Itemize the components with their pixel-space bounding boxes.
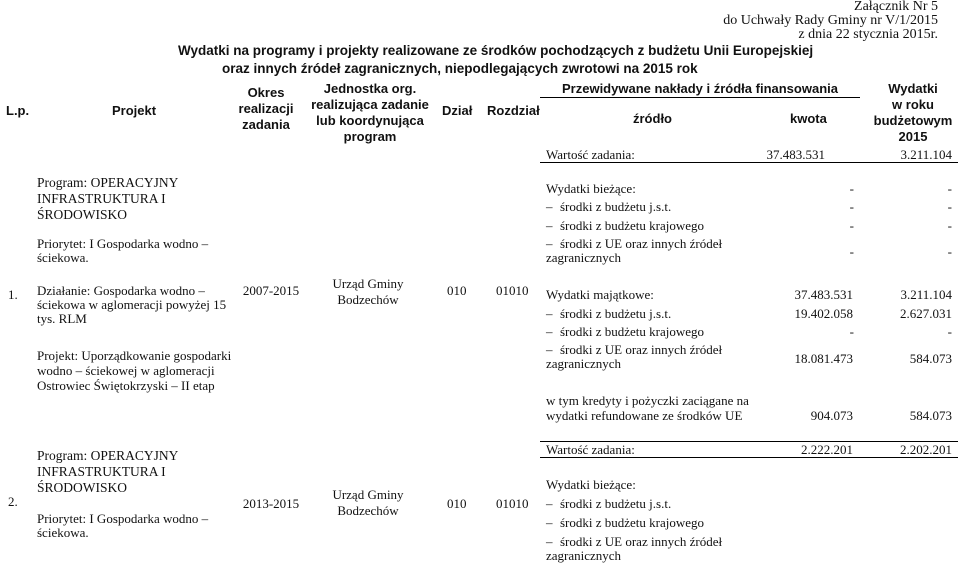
row-divider-wartosc-2 — [540, 457, 958, 458]
row1-biezace-jst: – środki z budżetu j.s.t. — [546, 199, 672, 214]
row1-biezace-krajowy-wydatki: - — [947, 218, 952, 233]
row1-majatkowe-ue-kwota: 18.081.473 — [794, 351, 853, 366]
row1-majatkowe-ue: – środki z UE oraz innych źródeł zagranicznych — [546, 342, 723, 371]
page-title-line2: oraz innych źródeł zagranicznych, niepodlegających zwrotowi na 2015 rok — [222, 61, 698, 76]
header-wydatki-1: Wydatki — [888, 81, 938, 96]
header-lp: L.p. — [6, 103, 30, 118]
row2-rozdzial: 01010 — [496, 496, 529, 511]
row1-dzial: 010 — [447, 283, 467, 298]
row1-majatkowe-jst: – środki z budżetu j.s.t. — [546, 306, 672, 321]
row1-program-line2: INFRASTRUKTURA I — [37, 191, 166, 206]
row1-majatkowe-krajowy-wydatki: - — [947, 324, 952, 339]
annex-resolution: do Uchwały Rady Gminy nr V/1/2015 — [723, 13, 938, 28]
row-divider-wartosc — [540, 162, 958, 163]
row1-projekt: Projekt: Uporządkowanie gospodarki wodno – ściekowej w aglomeracji Ostrowiec Świętokrzyski – II etap — [37, 348, 232, 393]
header-okres-3: zadania — [242, 117, 290, 132]
row1-program-line1: Program: OPERACYJNY — [37, 175, 179, 190]
header-jednostka-3: lub koordynująca — [316, 113, 424, 128]
row2-okres: 2013-2015 — [242, 496, 300, 511]
row1-biezace-krajowy: – środki z budżetu krajowego — [546, 218, 705, 233]
row1-majatkowe-jst-wydatki: 2.627.031 — [900, 306, 952, 321]
row1-okres: 2007-2015 — [242, 283, 300, 298]
row1-jednostka-2: Bodzechów — [337, 292, 399, 307]
row1-biezace-kwota: - — [849, 181, 854, 196]
header-przewidywane: Przewidywane nakłady i źródła finansowania — [562, 81, 838, 96]
row2-program-line2: INFRASTRUKTURA I — [37, 464, 166, 479]
row2-jednostka-2: Bodzechów — [337, 503, 399, 518]
annex-date: z dnia 22 stycznia 2015r. — [798, 27, 938, 42]
row1-biezace-ue: – środki z UE oraz innych źródeł zagranicznych — [546, 236, 723, 265]
row2-program-line1: Program: OPERACYJNY — [37, 448, 179, 463]
header-wydatki-3: budżetowym — [873, 113, 953, 128]
row1-biezace-ue-kwota: - — [849, 244, 854, 259]
row1-rozdzial: 01010 — [496, 283, 529, 298]
row1-wartosc-label: Wartość zadania: — [546, 147, 635, 162]
row1-dzialanie: Działanie: Gospodarka wodno – ściekowa w aglomeracji powyżej 15 tys. RLM — [37, 283, 227, 326]
header-dzial: Dział — [442, 103, 473, 118]
row2-wartosc-kwota: 2.222.201 — [801, 442, 853, 457]
row1-majatkowe-krajowy: – środki z budżetu krajowego — [546, 324, 705, 339]
page-title-line1: Wydatki na programy i projekty realizowane ze środków pochodzących z budżetu Unii Europejskiej — [178, 43, 814, 58]
row2-biezace-krajowy: – środki z budżetu krajowego — [546, 515, 705, 530]
row1-majatkowe-krajowy-kwota: - — [849, 324, 854, 339]
annex-number: Załącznik Nr 5 — [854, 0, 938, 14]
row1-biezace-ue-wydatki: - — [947, 244, 952, 259]
header-wydatki-4: 2015 — [898, 129, 928, 144]
header-jednostka-2: realizująca zadanie — [311, 97, 429, 112]
header-wydatki-2: w roku — [892, 97, 934, 112]
row1-biezace-jst-wydatki: - — [947, 199, 952, 214]
header-jednostka-4: program — [343, 129, 397, 144]
row1-majatkowe-wydatki: 3.211.104 — [900, 287, 952, 302]
row2-jednostka-1: Urząd Gminy — [332, 487, 404, 502]
row2-program-line3: ŚRODOWISKO — [37, 480, 128, 495]
row2-wartosc-label: Wartość zadania: — [546, 442, 635, 457]
row2-lp: 2. — [8, 494, 18, 509]
row1-biezace-jst-kwota: - — [849, 199, 854, 214]
row1-biezace-krajowy-kwota: - — [849, 218, 854, 233]
row2-biezace-label: Wydatki bieżące: — [546, 477, 636, 492]
row1-kredyty: w tym kredyty i pożyczki zaciągane na wydatki refundowane ze środków UE — [546, 393, 749, 423]
row2-biezace-ue: – środki z UE oraz innych źródeł zagranicznych — [546, 534, 723, 563]
header-rozdzial: Rozdział — [487, 103, 540, 118]
row1-wartosc-wydatki: 3.211.104 — [900, 147, 952, 162]
row1-majatkowe-kwota: 37.483.531 — [794, 287, 853, 302]
row1-biezace-label: Wydatki bieżące: — [546, 181, 636, 196]
header-zrodlo: źródło — [633, 111, 672, 126]
row1-jednostka-1: Urząd Gminy — [332, 276, 404, 291]
row2-wartosc-wydatki: 2.202.201 — [900, 442, 952, 457]
row1-priorytet: Priorytet: I Gospodarka wodno – ściekowa. — [37, 236, 209, 265]
header-divider — [540, 97, 860, 98]
row1-lp: 1. — [8, 287, 18, 302]
row1-biezace-wydatki: - — [947, 181, 952, 196]
row1-majatkowe-label: Wydatki majątkowe: — [546, 287, 654, 302]
row1-majatkowe-jst-kwota: 19.402.058 — [794, 306, 853, 321]
header-jednostka-1: Jednostka org. — [323, 81, 417, 96]
header-kwota: kwota — [790, 111, 827, 126]
row1-kredyty-kwota: 904.073 — [810, 408, 853, 423]
header-projekt: Projekt — [112, 103, 157, 118]
row2-priorytet: Priorytet: I Gospodarka wodno – ściekowa. — [37, 511, 209, 540]
row1-program-line3: ŚRODOWISKO — [37, 207, 128, 222]
row2-dzial: 010 — [447, 496, 467, 511]
row2-biezace-jst: – środki z budżetu j.s.t. — [546, 496, 672, 511]
row1-wartosc-kwota: 37.483.531 — [766, 147, 825, 162]
header-okres-2: realizacji — [238, 101, 294, 116]
row1-kredyty-wydatki: 584.073 — [909, 408, 952, 423]
row1-majatkowe-ue-wydatki: 584.073 — [909, 351, 952, 366]
header-okres-1: Okres — [247, 85, 285, 100]
